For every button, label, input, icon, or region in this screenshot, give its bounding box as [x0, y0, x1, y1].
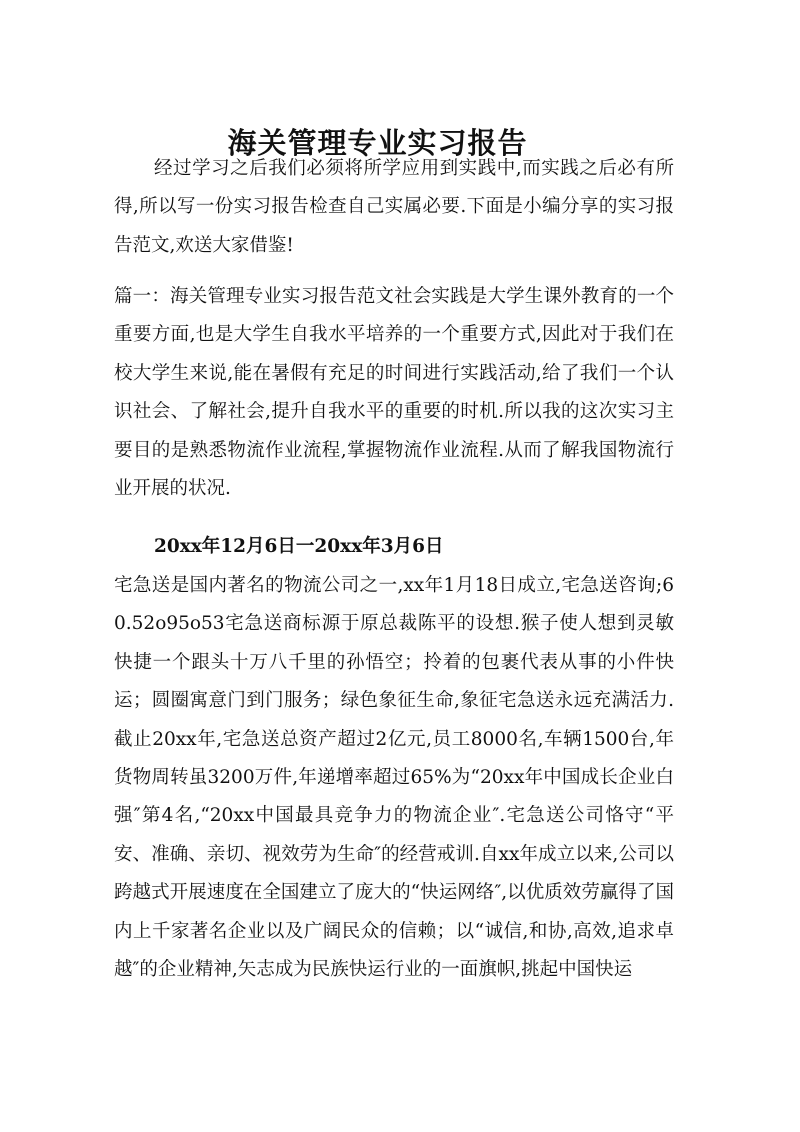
date-range: 20xx年12月6日一20xx年3月6日 [154, 536, 444, 557]
part-one-paragraph: 篇一：海关管理专业实习报告范文社会实践是大学生课外教育的一个重要方面,也是大学生自我水平培养的一个重要方式,因此对于我们在校大学生来说,能在暑假有充足的时间进行实践活动,给了我们一个认识社会、了解社会,提升自我水平的重要的时机.所以我的这次实习主要目的是熟悉物流作业流程,掌握物流作业流程.从而了解我国物流行业开展的状况. [114, 286, 674, 500]
document-title: 海关管理专业实习报告 [227, 126, 528, 161]
intro-paragraph: 经过学习之后我们必须将所学应用到实践中,而实践之后必有所得,所以写一份实习报告检查自己实属必要.下面是小编分享的实习报告范文,欢送大家借鉴! [114, 158, 674, 256]
company-intro-paragraph: 宅急送是国内著名的物流公司之一,xx年1月18日成立,宅急送咨询;60.52o95o53宅急送商标源于原总裁陈平的设想.猴子使人想到灵敏快捷一个跟头十万八千里的孙悟空；拎着的包裹代表从事的小件快运；圆圈寓意门到门服务；绿色象征生命,象征宅急送永远充满活力.截止20xx年,宅急送总资产超过2亿元,员工8000名,车辆1500台,年货物周转虽3200万件,年递增率超过65%为“20xx年中国成长企业白强″第4名,“20xx中国最具竞争力的物流企业″.宅急送公司恪守“平安、准确、亲切、视效劳为生命″的经营戒训.自xx年成立以来,公司以跨越式开展速度在全国建立了庞大的“快运网络″,以优质效劳赢得了国内上千家著名企业以及广阔民众的信赖；以“诚信,和协,高效,追求卓越″的企业精神,矢志成为民族快运行业的一面旗帜,挑起中国快运 [114, 575, 674, 981]
